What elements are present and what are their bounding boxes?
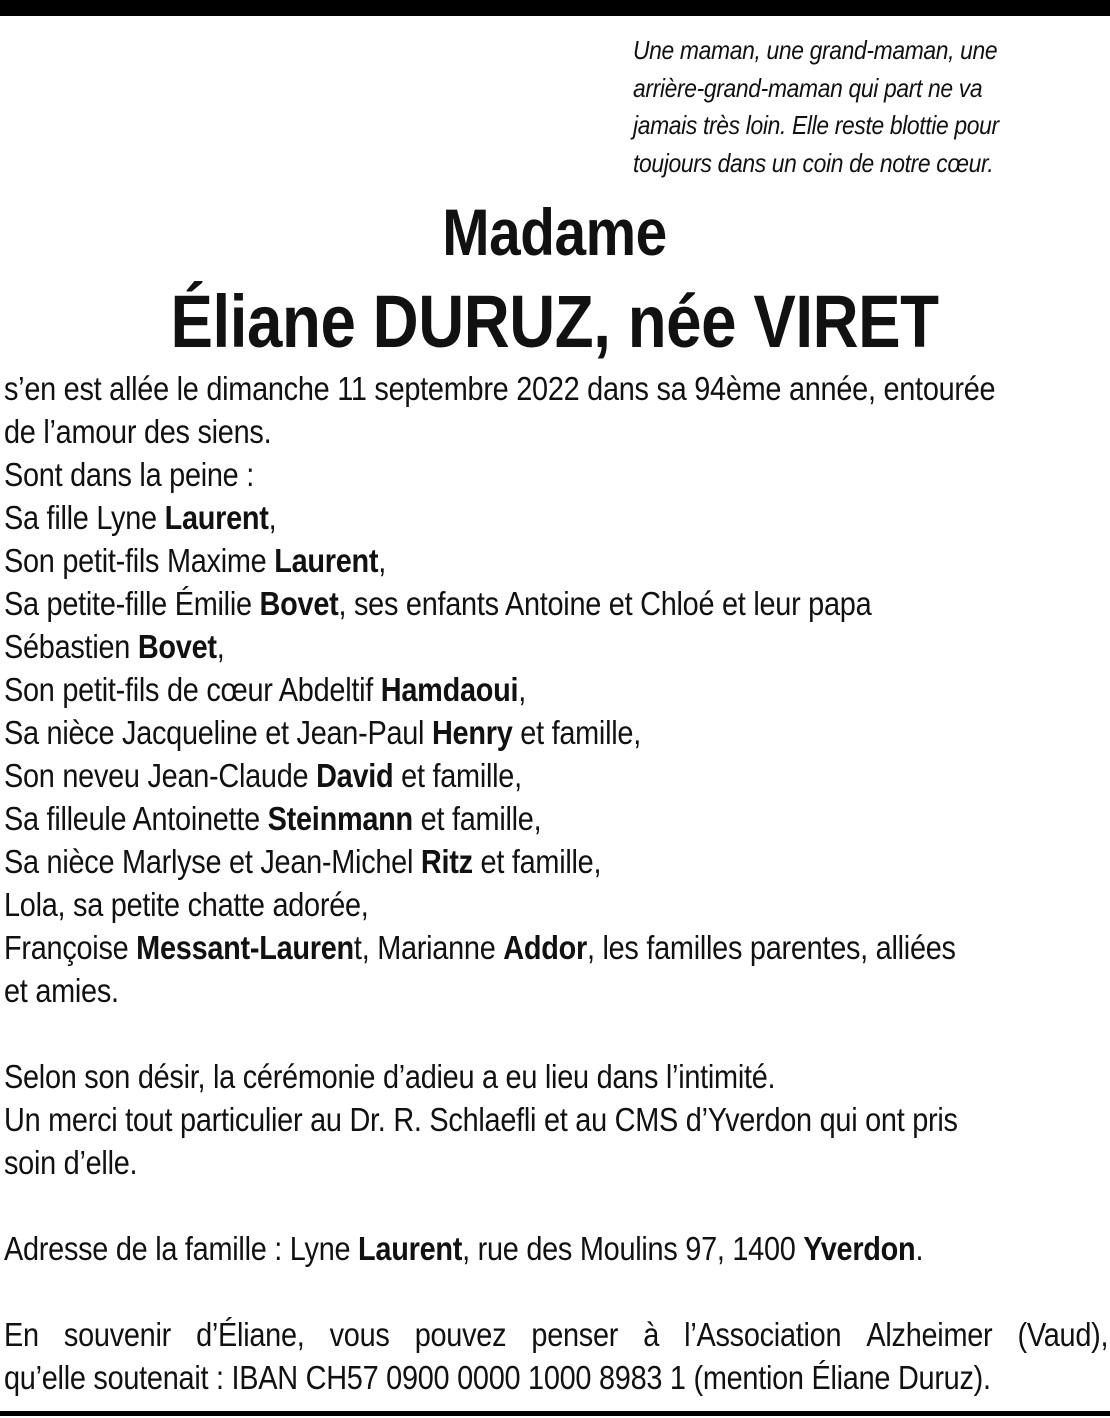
epigraph-quote — [633, 32, 1108, 182]
ceremony-line: Selon son désir, la cérémonie d’adieu a eu lieu dans l’intimité. — [4, 1058, 776, 1095]
bottom-rule — [0, 1411, 1110, 1416]
quote-line: Une maman, une grand-maman, une — [633, 35, 998, 65]
thanks-line: Un merci tout particulier au Dr. R. Schlaefli et au CMS d’Yverdon qui ont pris — [4, 1101, 958, 1138]
address-line: Adresse de la famille : Lyne Laurent, rue des Moulins 97, 1400 Yverdon. — [4, 1230, 924, 1267]
family-line: Sa petite-fille Émilie Bovet, ses enfants Antoine et Chloé et leur papa — [4, 585, 872, 622]
quote-line: jamais très loin. Elle reste blottie pour — [633, 110, 999, 140]
family-line: Son neveu Jean-Claude David et famille, — [4, 757, 522, 794]
top-rule — [0, 0, 1110, 16]
others-line: et amies. — [4, 972, 119, 1009]
spacer — [4, 1184, 1107, 1227]
spacer — [4, 1270, 1107, 1313]
quote-line: toujours dans un coin de notre cœur. — [633, 147, 994, 178]
family-line: Sébastien Bovet, — [4, 628, 225, 665]
mourners-heading: Sont dans la peine : — [4, 456, 255, 493]
donation-line: qu’elle soutenait : IBAN CH57 0900 0000 1000 8983 1 (mention Éliane Duruz). — [4, 1359, 991, 1396]
family-line: Son petit-fils Maxime Laurent, — [4, 542, 387, 579]
donation-line: En souvenir d’Éliane, vous pouvez penser à l’Association Alzheimer (Vaud), — [4, 1316, 1109, 1353]
heading-title: Madame — [442, 195, 668, 269]
others-line: Françoise Messant-Laurent, Marianne Addor, les familles parentes, alliées — [4, 929, 956, 966]
intro-line: de l’amour des siens. — [4, 413, 272, 450]
spacer — [4, 1012, 1107, 1055]
family-line: Sa filleule Antoinette Steinmann et famille, — [4, 800, 542, 837]
thanks-line: soin d’elle. — [4, 1144, 138, 1181]
family-line: Lola, sa petite chatte adorée, — [4, 886, 369, 923]
family-line: Son petit-fils de cœur Abdeltif Hamdaoui, — [4, 671, 527, 708]
family-line: Sa nièce Marlyse et Jean-Michel Ritz et famille, — [4, 843, 602, 880]
announcement-body — [4, 367, 1107, 1399]
family-line: Sa nièce Jacqueline et Jean-Paul Henry et famille, — [4, 714, 641, 751]
quote-line: arrière-grand-maman qui part ne va — [633, 72, 983, 103]
intro-line: s’en est allée le dimanche 11 septembre 2022 dans sa 94ème année, entourée — [4, 370, 996, 407]
heading-name: Éliane DURUZ, née VIRET — [170, 280, 940, 363]
family-line: Sa fille Lyne Laurent, — [4, 499, 277, 536]
